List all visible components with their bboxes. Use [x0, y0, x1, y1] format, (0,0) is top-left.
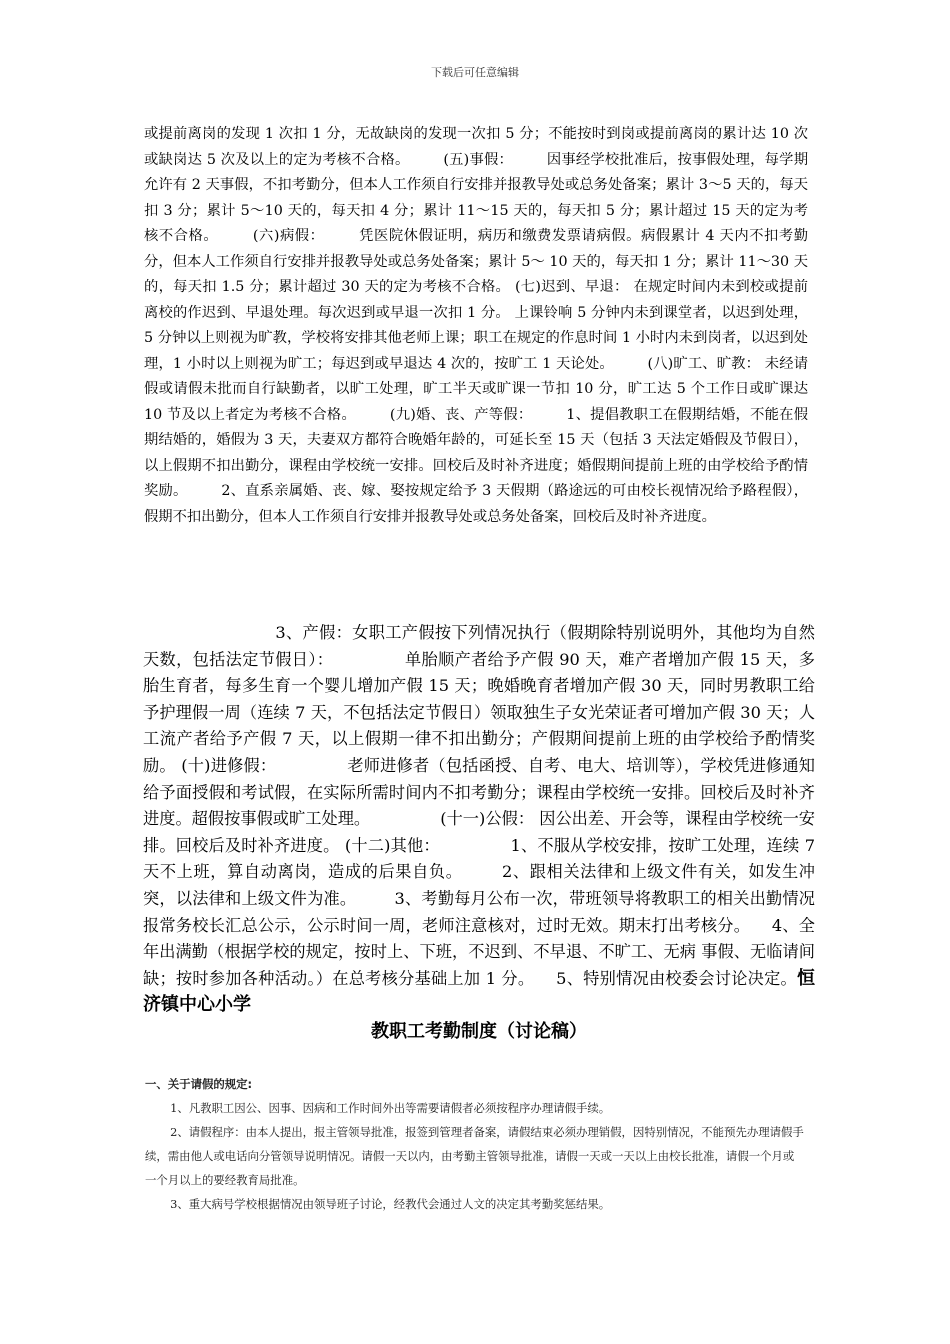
section-heading: 一、关于请假的规定: [145, 1077, 253, 1091]
body-section-3 [145, 1072, 805, 1216]
body-section-1: 或提前离岗的发现 1 次扣 1 分，无故缺岗的发现一次扣 5 分；不能按时到岗或提前离岗的累计达 10 次或缺岗达 5 次及以上的定为考核不合格。 (五)事假： 因事经学校批准后，按事假处理，每学期允许有 2 天事假，不扣考勤分，但本人工作须自行安排并报教导处或总务处备案；累计 3～5 天的，每天扣 3 分；累计 5～10 天的，每天扣 4 分；累计 11～15 天的，每天扣 5 分；累计超过 15 天的定为考核不合格。 (六)病假： 凭医院休假证明，病历和缴费发票请病假。病假累计 4 天内不扣考勤分，但本人工作须自行安排并报教导处或总务处备案；累计 5～ 10 天的，每天扣 1 分；累计 11～30 天的，每天扣 1.5 分；累计超过 30 天的定为考核不合格。 (七)迟到、早退： 在规定时间内未到校或提前离校的作迟到、早退处理。每次迟到或早退一次扣 1 分。 上课铃响 5 分钟内未到课堂者，以迟到处理，5 分钟以上则视为旷教，学校将安排其他老师上课；职工在规定的作息时间 1 小时内未到岗者，以迟到处理，1 小时以上则视为旷工；每迟到或早退达 4 次的，按旷工 1 天论处。 (八)旷工、旷教： 未经请假或请假未批而自行缺勤者，以旷工处理，旷工半天或旷课一节扣 10 分，旷工达 5 个工作日或旷课达 10 节及以上者定为考核不合格。 (九)婚、丧、产等假： 1、提倡教职工在假期结婚，不能在假期结婚的，婚假为 3 天，夫妻双方都符合晚婚年龄的，可延长至 15 天（包括 3 天法定婚假及节假日），以上假期不扣出勤分，课程由学校统一安排。回校后及时补齐进度；婚假期间提前上班的由学校给予酌情奖励。 2、直系亲属婚、丧、嫁、娶按规定给予 3 天假期（路途远的可由校长视情况给予路程假），假期不扣出勤分，但本人工作须自行安排并报教导处或总务处备案，回校后及时补齐进度。 [144, 126, 808, 525]
body-section-2-text: 3、产假：女职工产假按下列情况执行（假期除特别说明外，其他均为自然天数，包括法定节假日）： 单胎顺产者给予产假 90 天，难产者增加产假 15 天，多胎生育者，每多生育一个婴儿增加产假 15 天；晚婚晚育者增加产假 30 天，同时男教职工给予护理假一周（连续 7 天，不包括法定节假日）领取独生子女光荣证者可增加产假 30 天；人工流产者给予产假 7 天，以上假期一律不扣出勤分；产假期间提前上班的由学校给予酌情奖励。 (十)进修假： 老师进修者（包括函授、自考、电大、培训等），学校凭进修通知给予面授假和考试假，在实际所需时间内不扣考勤分；课程由学校统一安排。回校后及时补齐进度。超假按事假或旷工处理。 (十一)公假： 因公出差、开会等，课程由学校统一安排。回校后及时补齐进度。 (十二)其他： 1、不服从学校安排，按旷工处理，连续 7 天不上班，算自动离岗，造成的后果自负。 2、跟相关法律和上级文件有关，如发生冲突，以法律和上级文件为准。 3、考勤每月公布一次，带班领导将教职工的相关出勤情况报常务校长汇总公示，公示时间一周，老师注意核对，过时无效。期末打出考核分。 4、全年出满勤（根据学校的规定，按时上、下班，不迟到、不早退、不旷工、无病 事假、无临请间缺；按时参加各种活动。）在总考核分基础上加 1 分。 5、特别情况由校委会讨论决定。 [143, 623, 815, 988]
paragraph-3: 3、重大病号学校根据情况由领导班子讨论，经教代会通过人文的决定其考勤奖惩结果。 [170, 1197, 611, 1211]
page-header: 下载后可任意编辑 [431, 66, 519, 79]
body-section-2 [143, 620, 815, 1046]
document-title-part1: 恒济镇中心小学 [143, 967, 815, 1016]
paragraph-2: 2、请假程序：由本人提出，报主管领导批准，报签到管理者备案，请假结束必须办理销假，因特别情况，不能预先办理请假手续，需由他人或电话向分管领导说明情况。请假一天以内，由考勤主管领导批准，请假一天或一天以上由校长批准，请假一个月或一个月以上的要经教育局批准。 [145, 1125, 804, 1187]
document-title-part2: 教职工考勤制度（讨论稿） [371, 1020, 587, 1042]
paragraph-1: 1、凡教职工因公、因事、因病和工作时间外出等需要请假者必须按程序办理请假手续。 [170, 1101, 611, 1115]
